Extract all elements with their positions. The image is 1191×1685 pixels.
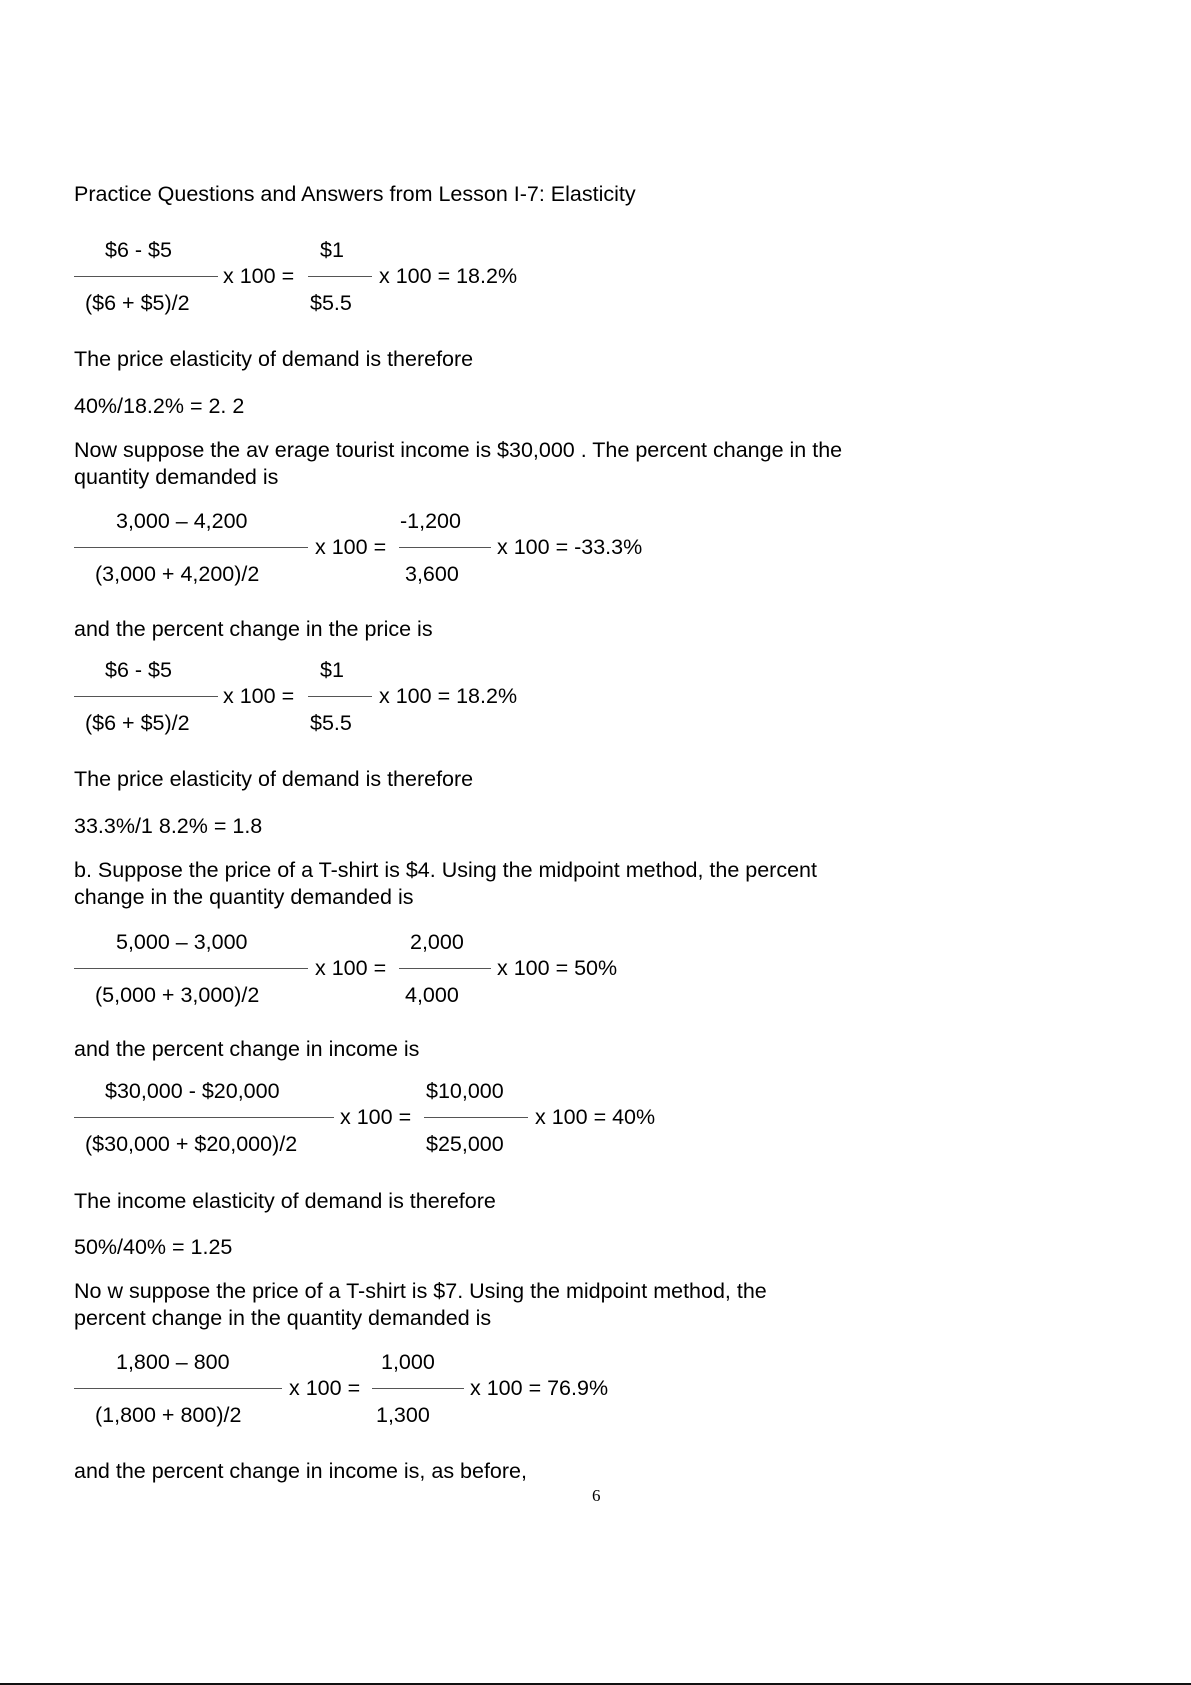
operator: x 100 =: [223, 264, 295, 288]
result: x 100 = 76.9%: [470, 1376, 609, 1400]
denominator-2: 4,000: [405, 983, 459, 1007]
denominator-2: 1,300: [376, 1403, 430, 1427]
denominator-2: $25,000: [426, 1132, 504, 1156]
paragraph: quantity demanded is: [74, 465, 279, 489]
numerator-2: $1: [320, 238, 344, 262]
paragraph: Now suppose the av erage tourist income is $30,000 . The percent change in the: [74, 438, 843, 462]
denominator: (3,000 + 4,200)/2: [95, 562, 260, 586]
paragraph: b. Suppose the price of a T-shirt is $4. Using the midpoint method, the percent: [74, 858, 817, 882]
numerator-2: 2,000: [410, 930, 464, 954]
denominator-2: $5.5: [310, 291, 352, 315]
numerator-2: $10,000: [426, 1079, 504, 1103]
equation-price-change-2: [74, 658, 834, 748]
denominator-2: 3,600: [405, 562, 459, 586]
numerator: $6 - $5: [105, 658, 172, 682]
result: x 100 = 18.2%: [379, 264, 518, 288]
fraction-bar: [74, 1117, 334, 1118]
fraction-bar: [74, 696, 218, 697]
numerator: 5,000 – 3,000: [116, 930, 248, 954]
result: x 100 = 18.2%: [379, 684, 518, 708]
result: x 100 = -33.3%: [497, 535, 643, 559]
numerator: $30,000 - $20,000: [105, 1079, 280, 1103]
fraction-bar-2: [308, 696, 372, 697]
equation-income-change-1: [74, 1079, 834, 1169]
operator: x 100 =: [289, 1376, 361, 1400]
numerator-2: 1,000: [381, 1350, 435, 1374]
operator: x 100 =: [315, 956, 387, 980]
page-number: 6: [592, 1486, 601, 1505]
fraction-bar-2: [399, 968, 491, 969]
paragraph: 50%/40% = 1.25: [74, 1235, 233, 1259]
fraction-bar-2: [424, 1117, 528, 1118]
equation-quantity-change-3: [74, 1350, 834, 1440]
fraction-bar-2: [372, 1388, 464, 1389]
operator: x 100 =: [223, 684, 295, 708]
numerator: $6 - $5: [105, 238, 172, 262]
denominator: ($6 + $5)/2: [85, 291, 190, 315]
numerator-2: $1: [320, 658, 344, 682]
paragraph: and the percent change in the price is: [74, 617, 433, 641]
denominator: ($30,000 + $20,000)/2: [85, 1132, 298, 1156]
paragraph: and the percent change in income is, as before,: [74, 1459, 527, 1483]
fraction-bar-2: [399, 547, 491, 548]
equation-price-change-1: [74, 238, 834, 328]
denominator: (1,800 + 800)/2: [95, 1403, 242, 1427]
fraction-bar: [74, 968, 308, 969]
equation-quantity-change-1: [74, 509, 834, 599]
numerator: 1,800 – 800: [116, 1350, 230, 1374]
paragraph: The price elasticity of demand is therefore: [74, 767, 474, 791]
fraction-bar: [74, 276, 218, 277]
denominator: ($6 + $5)/2: [85, 711, 190, 735]
paragraph: and the percent change in income is: [74, 1037, 420, 1061]
denominator: (5,000 + 3,000)/2: [95, 983, 260, 1007]
paragraph: 33.3%/1 8.2% = 1.8: [74, 814, 263, 838]
equation-quantity-change-2: [74, 930, 834, 1020]
page-title: Practice Questions and Answers from Lesson I-7: Elasticity: [74, 182, 636, 206]
numerator-2: -1,200: [400, 509, 461, 533]
paragraph: percent change in the quantity demanded is: [74, 1306, 492, 1330]
paragraph: change in the quantity demanded is: [74, 885, 414, 909]
result: x 100 = 40%: [535, 1105, 656, 1129]
fraction-bar-2: [308, 276, 372, 277]
result: x 100 = 50%: [497, 956, 618, 980]
operator: x 100 =: [340, 1105, 412, 1129]
paragraph: The price elasticity of demand is therefore: [74, 347, 474, 371]
fraction-bar: [74, 547, 308, 548]
paragraph: 40%/18.2% = 2. 2: [74, 394, 245, 418]
operator: x 100 =: [315, 535, 387, 559]
numerator: 3,000 – 4,200: [116, 509, 248, 533]
paragraph: The income elasticity of demand is therefore: [74, 1189, 496, 1213]
paragraph: No w suppose the price of a T-shirt is $7. Using the midpoint method, the: [74, 1279, 767, 1303]
fraction-bar: [74, 1388, 282, 1389]
denominator-2: $5.5: [310, 711, 352, 735]
